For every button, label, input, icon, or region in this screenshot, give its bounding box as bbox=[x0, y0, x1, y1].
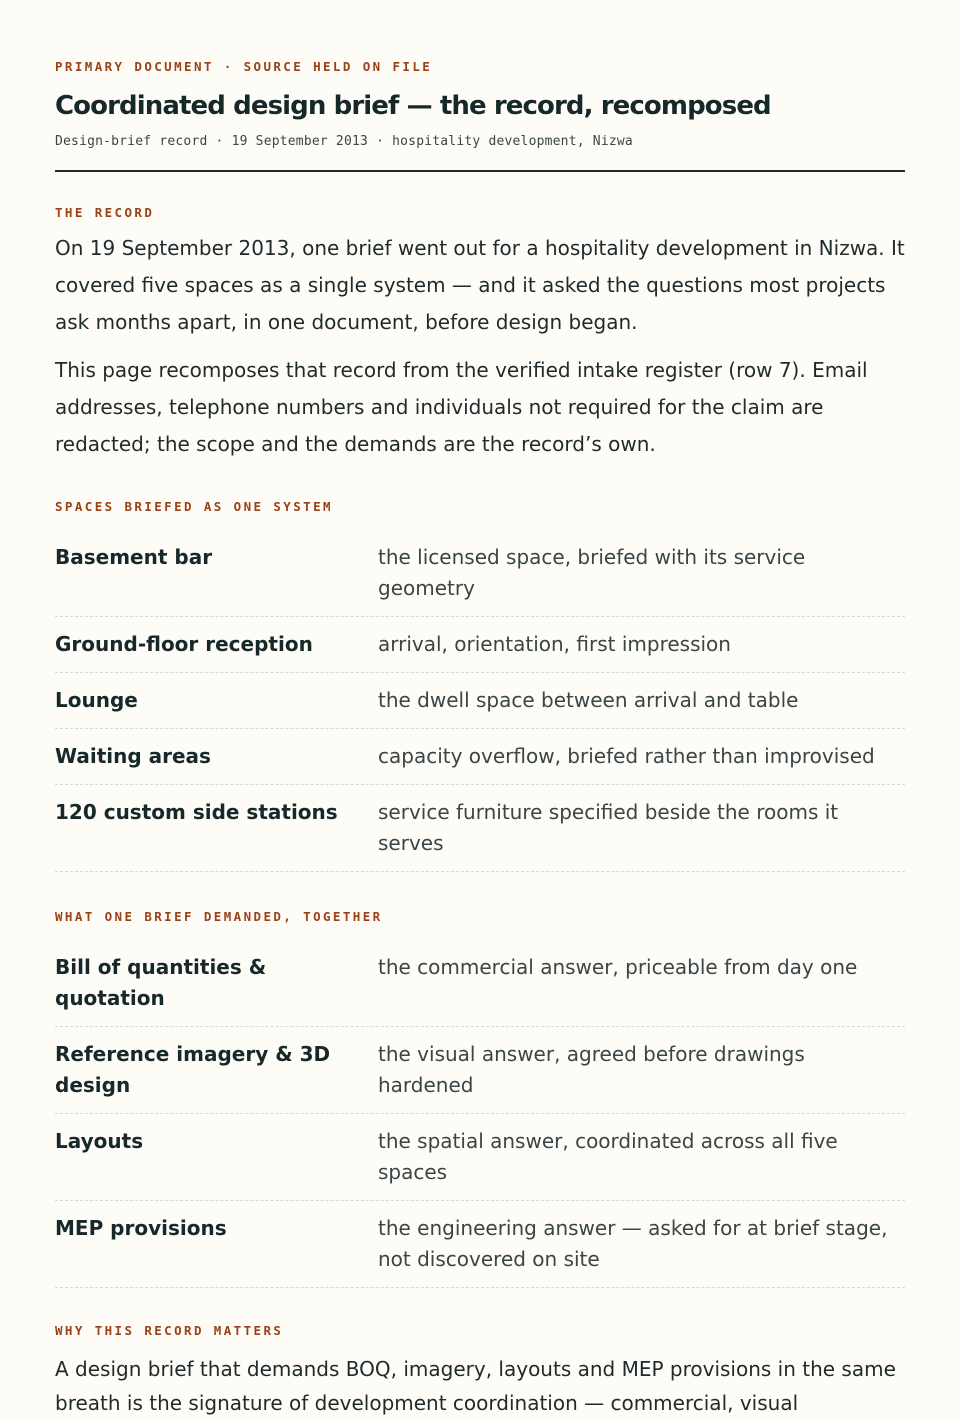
list-item bbox=[55, 530, 905, 617]
demand-term: Bill of quantities & quotation bbox=[55, 955, 267, 1010]
demand-term: Layouts bbox=[55, 1129, 144, 1153]
demand-term: Reference imagery & 3D design bbox=[55, 1042, 331, 1097]
section-label-record: THE RECORD bbox=[55, 205, 155, 220]
space-description: arrival, orientation, first impression bbox=[378, 632, 731, 656]
demand-term: MEP provisions bbox=[55, 1216, 227, 1240]
space-term: Ground-floor reception bbox=[55, 632, 313, 656]
space-term: 120 custom side stations bbox=[55, 800, 338, 824]
space-term: Waiting areas bbox=[55, 744, 211, 768]
list-item bbox=[55, 1201, 905, 1288]
space-term: Basement bar bbox=[55, 545, 213, 569]
section-label-matters: WHY THIS RECORD MATTERS bbox=[55, 1323, 284, 1338]
demand-description: the engineering answer — asked for at brief stage, not discovered on site bbox=[378, 1216, 888, 1271]
list-item bbox=[55, 940, 905, 1027]
demand-description: the spatial answer, coordinated across all five spaces bbox=[378, 1129, 838, 1184]
demand-description: the visual answer, agreed before drawings hardened bbox=[378, 1042, 805, 1097]
eyebrow: PRIMARY DOCUMENT · SOURCE HELD ON FILE bbox=[55, 59, 433, 74]
list-item bbox=[55, 785, 905, 872]
space-description: the dwell space between arrival and table bbox=[378, 688, 799, 712]
list-item bbox=[55, 673, 905, 729]
demand-description: the commercial answer, priceable from day one bbox=[378, 955, 858, 979]
list-item bbox=[55, 617, 905, 673]
section-label-demands: WHAT ONE BRIEF DEMANDED, TOGETHER bbox=[55, 909, 383, 924]
matters-paragraph: A design brief that demands BOQ, imagery, layouts and MEP provisions in the same breath is the signature of development coordination — commercial, visual bbox=[55, 1357, 896, 1415]
list-item bbox=[55, 729, 905, 785]
record-meta: Design-brief record · 19 September 2013 · hospitality development, Nizwa bbox=[55, 134, 633, 149]
demands-list bbox=[55, 940, 905, 1288]
section-label-spaces: SPACES BRIEFED AS ONE SYSTEM bbox=[55, 499, 333, 514]
spaces-list bbox=[55, 530, 905, 872]
space-term: Lounge bbox=[55, 688, 138, 712]
record-paragraph: This page recomposes that record from the verified intake register (row 7). Email addresses, telephone numbers and individuals not required for the claim are redacted; the scope and the demands are the record’s own. bbox=[55, 358, 868, 456]
page-title: Coordinated design brief — the record, recomposed bbox=[55, 91, 771, 121]
space-description: capacity overflow, briefed rather than improvised bbox=[378, 744, 875, 768]
space-description: the licensed space, briefed with its service geometry bbox=[378, 545, 806, 600]
space-description: service furniture specified beside the rooms it serves bbox=[378, 800, 839, 855]
list-item bbox=[55, 1027, 905, 1114]
list-item bbox=[55, 1114, 905, 1201]
record-paragraph: On 19 September 2013, one brief went out for a hospitality development in Nizwa. It covered five spaces as a single system — and it asked the questions most projects ask months apart, in one document, before design began. bbox=[55, 236, 905, 334]
header-divider bbox=[55, 170, 905, 172]
